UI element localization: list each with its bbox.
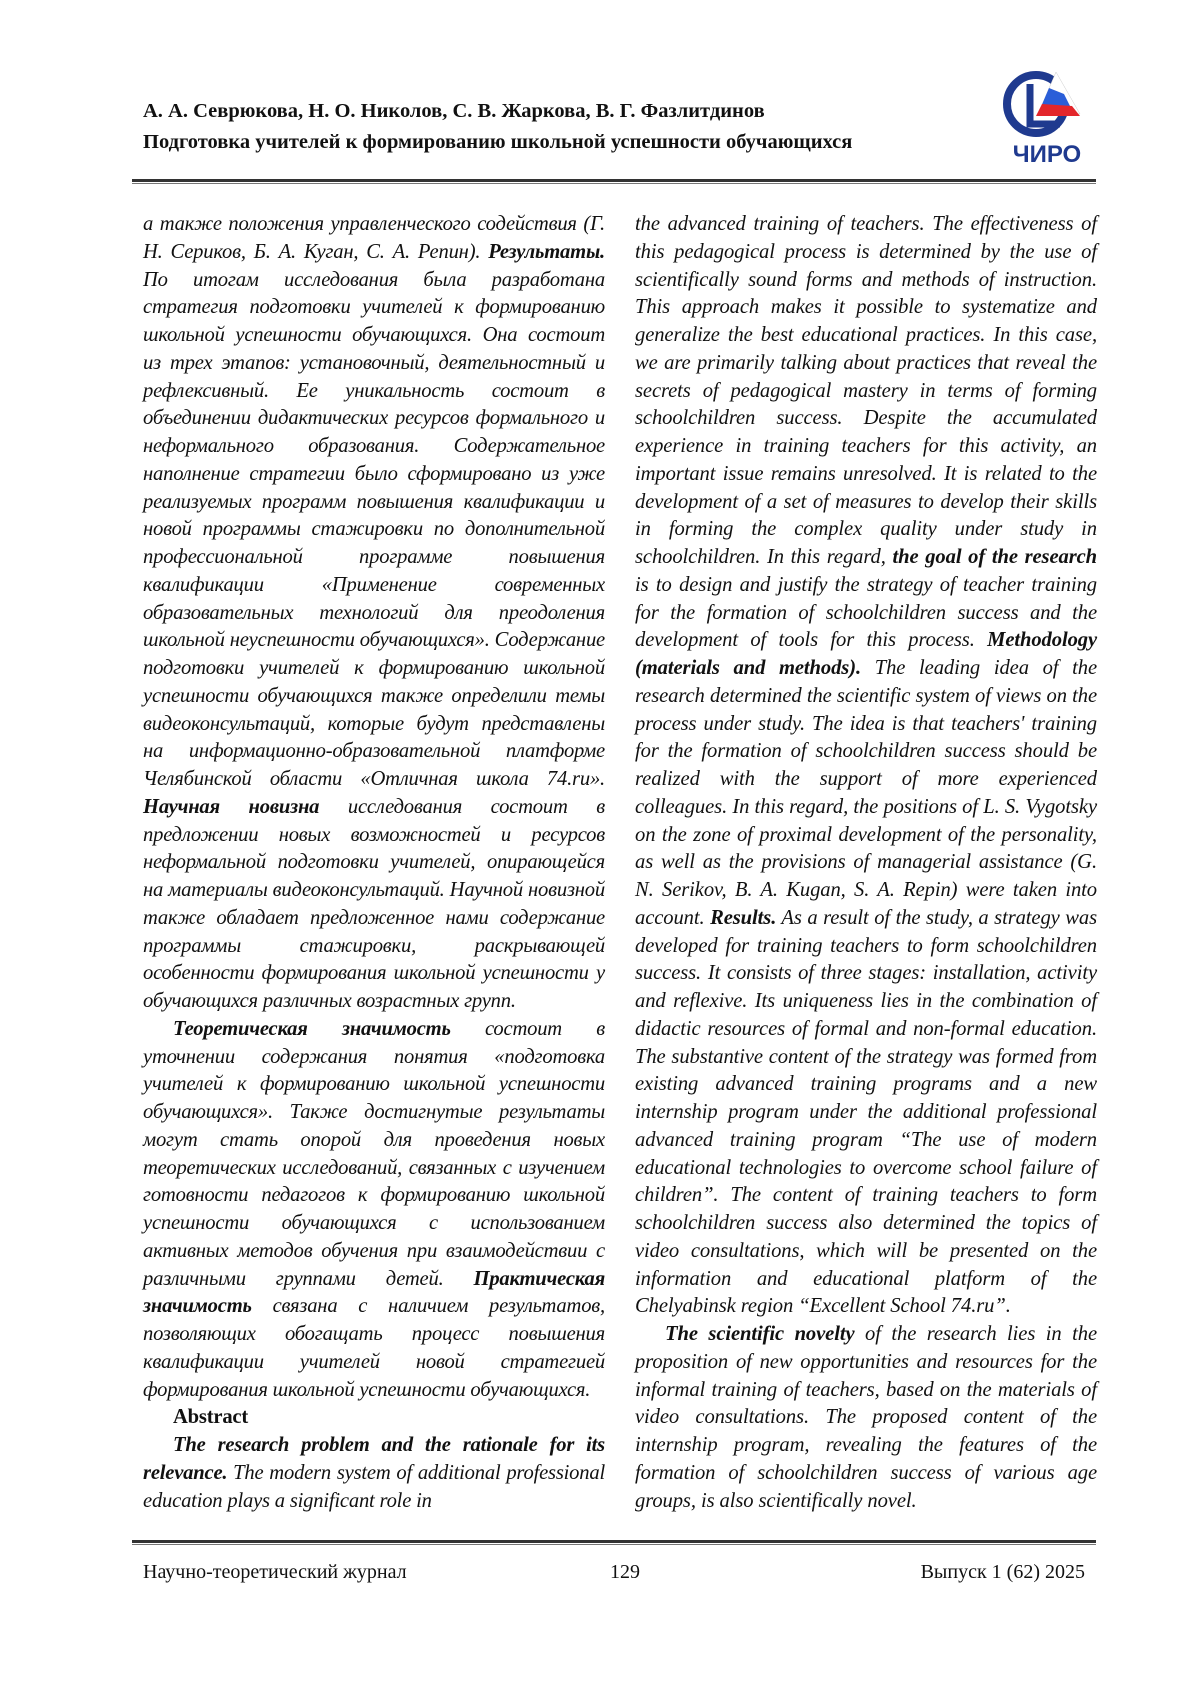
bold-run: Научная новизна (143, 796, 319, 818)
footer-issue: Выпуск 1 (62) 2025 (921, 1558, 1085, 1586)
section-heading (143, 1404, 605, 1432)
bold-run: Теоретическая значимость (173, 1018, 451, 1040)
text-run: Abstract (173, 1406, 248, 1428)
page-number: 129 (610, 1558, 640, 1586)
text-run: а также положения управленческого содействия (Г. Н. Сериков, Б. А. Куган, С. А. Репин). (143, 213, 605, 263)
text-run: The leading idea of the research determined the scientific system of views on the process under study. The idea is that teachers' training for the formation of schoolchildren success should be realized with the support of more experienced colleagues. In this regard, the positions of L. S. Vygotsky on the zone of proximal development of the personality, as well as the provisions of managerial assistance (G. N. Serikov, B. A. Kugan, S. A. Repin) were taken into account. (635, 657, 1097, 929)
footer-journal: Научно-теоретический журнал (143, 1558, 407, 1586)
paragraph (635, 211, 1097, 1321)
chiro-logo (1000, 66, 1095, 166)
header-rule (132, 179, 1096, 184)
text-run: The modern system of additional professional education plays a significant role in (143, 1462, 605, 1512)
text-run: of the research lies in the proposition of new opportunities and resources for the informal training of teachers, based on the materials of video consultations. The proposed content of the internship program, revealing the features of the formation of schoolchildren success of various age groups, is also scientifically novel. (635, 1323, 1097, 1512)
bold-run: Results. (710, 907, 776, 929)
right-column (635, 211, 1097, 1515)
left-column (143, 211, 605, 1515)
text-run: the advanced training of teachers. The effectiveness of this pedagogical process is determined by the use of scientifically sound forms and methods of instruction. This approach makes it possible to systematize and generalize the best educational practices. In this case, we are primarily talking about practices that reveal the secrets of pedagogical mastery in terms of forming schoolchildren success. Despite the accumulated experience in training teachers for this activity, an important issue remains unresolved. It is related to the development of a set of measures to develop their skills in forming the complex quality under study in schoolchildren. In this regard, (635, 213, 1097, 568)
header-title: Подготовка учителей к формированию школьной успешности обучающихся (143, 127, 983, 158)
bold-run: Результаты. (488, 241, 605, 263)
text-run: As a result of the study, a strategy was developed for training teachers to form schoolchildren success. It consists of three stages: installation, activity and reflexive. Its uniqueness lies in the combination of didactic resources of formal and non-formal education. The substantive content of the strategy was formed from existing advanced training programs and a new internship program under the additional professional advanced training program “The use of modern educational technologies to overcome school failure of children”. The content of training teachers to form schoolchildren success also determined the topics of video consultations, which will be presented on the information and educational platform of the Chelyabinsk region “Excellent School 74.ru”. (635, 907, 1097, 1318)
bold-run: Methodology (materials and methods). (635, 629, 1097, 679)
paragraph (635, 1321, 1097, 1515)
logo-text: ЧИРО (1013, 141, 1081, 166)
running-header (143, 96, 983, 158)
bold-run: Практическая значимость (143, 1268, 605, 1318)
bold-run: The scientific novelty (665, 1323, 855, 1345)
text-run: связана с наличием результатов, позволяющих обогащать процесс повышения квалификации учителей новой стратегией формирования школьной успешности обучающихся. (143, 1295, 605, 1400)
paragraph (143, 1016, 605, 1405)
text-run: По итогам исследования была разработана стратегия подготовки учителей к формированию школьной успешности обучающихся. Она состоит из трех этапов: установочный, деятельностный и рефлексивный. Ее уникальность состоит в объединении дидактических ресурсов формального и неформального образования. Содержательное наполнение стратегии было сформировано из уже реализуемых программ повышения квалификации и новой программы стажировки по дополнительной профессиональной программе повышения квалификации «Применение современных образовательных технологий для преодоления школьной неуспешности обучающихся». Содержание подготовки учителей к формированию школьной успешности обучающихся также определили темы видеоконсультаций, которые будут представлены на информационно-образовательной платформе Челябинской области «Отличная школа 74.ru». (143, 269, 605, 791)
text-run: состоит в уточнении содержания понятия «подготовка учителей к формированию школьной успешности обучающихся». Также достигнутые результаты могут стать опорой для проведения новых теоретических исследований, связанных с изучением готовности педагогов к формированию школьной успешности обучающихся с использованием активных методов обучения при взаимодействии с различными группами детей. (143, 1018, 605, 1290)
bold-run: The research problem and the rationale for its relevance. (143, 1434, 605, 1484)
text-run: исследования состоит в предложении новых возможностей и ресурсов неформальной подготовки учителей, опирающейся на материалы видеоконсультаций. Научной новизной также обладает предложенное нами содержание программы стажировки, раскрывающей особенности формирования школьной успешности у обучающихся различных возрастных групп. (143, 796, 605, 1012)
bold-run: the goal of the research (892, 546, 1097, 568)
paragraph (143, 1432, 605, 1515)
text-run: is to design and justify the strategy of teacher training for the formation of schoolchildren success and the development of tools for this process. (635, 574, 1097, 652)
paragraph (143, 211, 605, 1016)
header-authors: А. А. Севрюкова, Н. О. Николов, С. В. Жаркова, В. Г. Фазлитдинов (143, 96, 983, 127)
footer-rule (132, 1540, 1096, 1545)
